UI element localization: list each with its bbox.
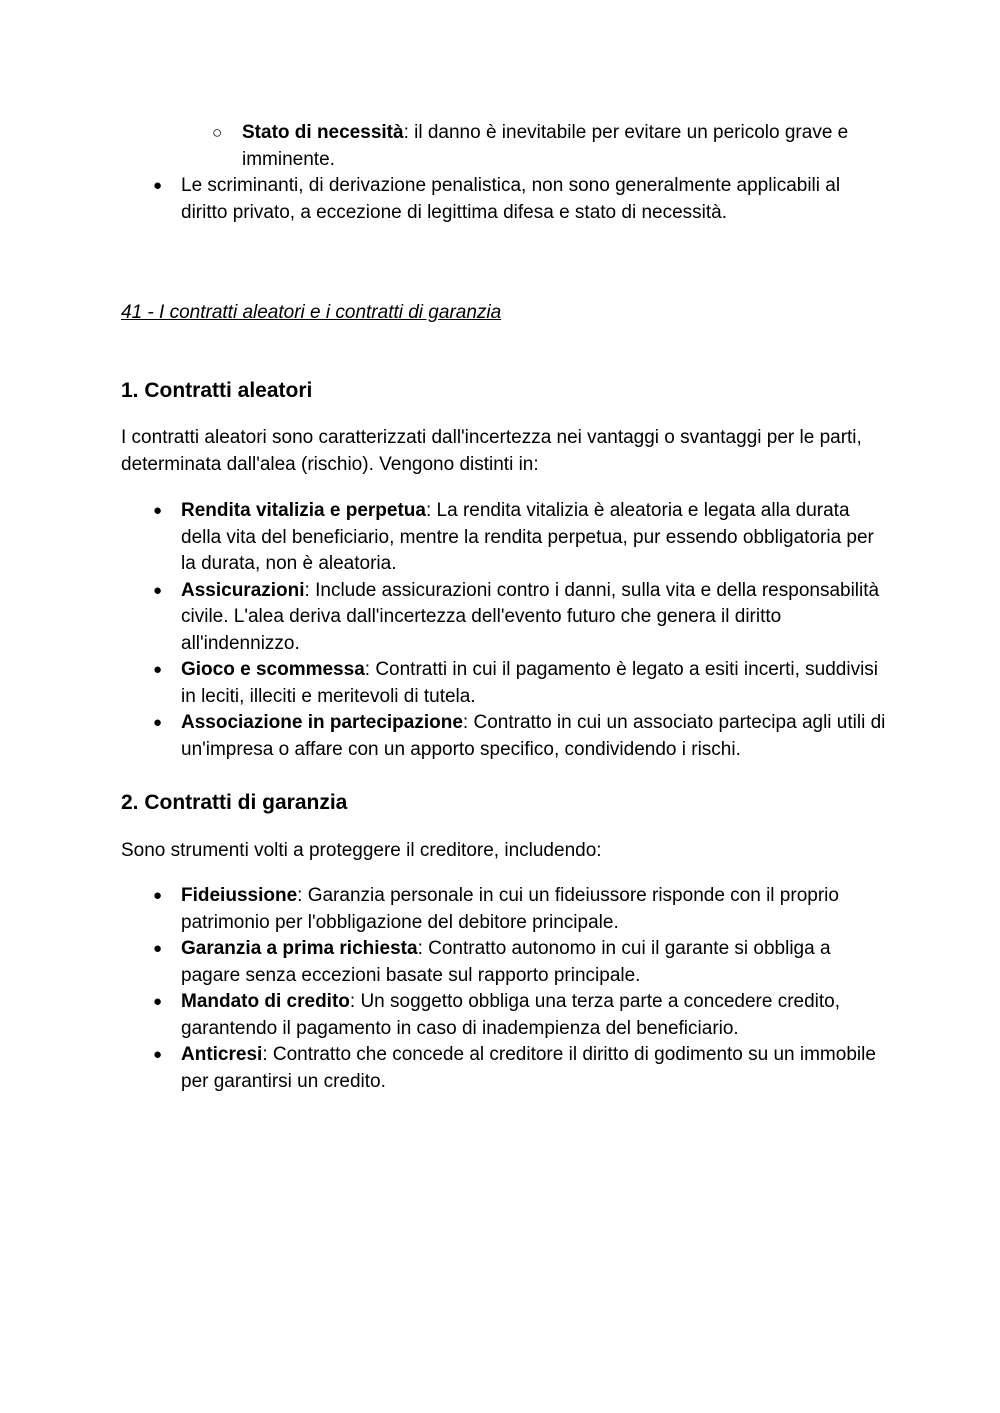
section-heading-aleatori: 1. Contratti aleatori — [121, 379, 313, 402]
list-item-text: : Include assicurazioni contro i danni, sulla vita e della responsabilità civile. L'alea deriva dall'incertezza dell'evento futuro che genera il diritto all'indennizzo. — [181, 579, 880, 654]
intro-list — [181, 173, 881, 226]
list-item — [181, 498, 886, 578]
list-garanzia — [181, 883, 886, 1095]
list-item — [181, 989, 886, 1042]
section-paragraph-garanzia: Sono strumenti volti a proteggere il creditore, includendo: — [121, 840, 602, 861]
list-item-term: Gioco e scommessa — [181, 659, 365, 680]
list-item — [181, 710, 886, 763]
intro-sub-list — [242, 120, 882, 173]
list-item — [181, 657, 886, 710]
list-item-term: Associazione in partecipazione — [181, 712, 463, 733]
list-item — [181, 936, 886, 989]
list-item-text: : Contratto che concede al creditore il diritto di godimento su un immobile per garantirsi un credito. — [181, 1044, 876, 1092]
section-heading-garanzia: 2. Contratti di garanzia — [121, 791, 348, 814]
list-item-term: Anticresi — [181, 1044, 263, 1065]
list-item-text: : Contratto in cui un associato partecipa agli utili di un'impresa o affare con un apporto specifico, condividendo i rischi. — [181, 712, 886, 760]
list-aleatori — [181, 498, 886, 763]
list-item-term: Garanzia a prima richiesta — [181, 938, 418, 959]
list-item-term: Mandato di credito — [181, 991, 350, 1012]
section-paragraph-aleatori: I contratti aleatori sono caratterizzati dall'incertezza nei vantaggi o svantaggi per le parti, determinata dall'alea (rischio). Vengono distinti in: — [121, 427, 862, 475]
list-item-term: Assicurazioni — [181, 579, 305, 601]
list-item-text: : il danno è inevitabile per evitare un pericolo grave e imminente. — [242, 122, 849, 170]
list-item — [242, 120, 882, 173]
list-item: ● Le scriminanti, di derivazione penalistica, non sono generalmente applicabili al diritto privato, a eccezione di legittima difesa e stato di necessità. — [181, 173, 881, 226]
list-item-term: Stato di necessità — [242, 122, 404, 143]
list-item — [181, 883, 886, 936]
list-item-text: : Garanzia personale in cui un fideiussore risponde con il proprio patrimonio per l'obbligazione del debitore principale. — [181, 885, 839, 933]
list-item-text: : Contratti in cui il pagamento è legato a esiti incerti, suddivisi in leciti, illeciti e meritevoli di tutela. — [181, 659, 879, 707]
list-item — [181, 1042, 886, 1095]
list-item — [181, 578, 886, 658]
list-item-text: : Un soggetto obbliga una terza parte a concedere credito, garantendo il pagamento in caso di inadempienza del beneficiario. — [181, 991, 841, 1039]
list-item-term: Fideiussione — [181, 885, 298, 906]
list-item-text: : Contratto autonomo in cui il garante si obbliga a pagare senza eccezioni basate sul rapporto principale. — [181, 938, 831, 986]
chapter-title: 41 - I contratti aleatori e i contratti di garanzia — [121, 302, 502, 323]
list-item-text: : La rendita vitalizia è aleatoria e legata alla durata della vita del beneficiario, mentre la rendita perpetua, pur essendo obbligatoria per la durata, non è aleatoria. — [181, 500, 874, 574]
list-item-term: Rendita vitalizia e perpetua — [181, 500, 426, 521]
